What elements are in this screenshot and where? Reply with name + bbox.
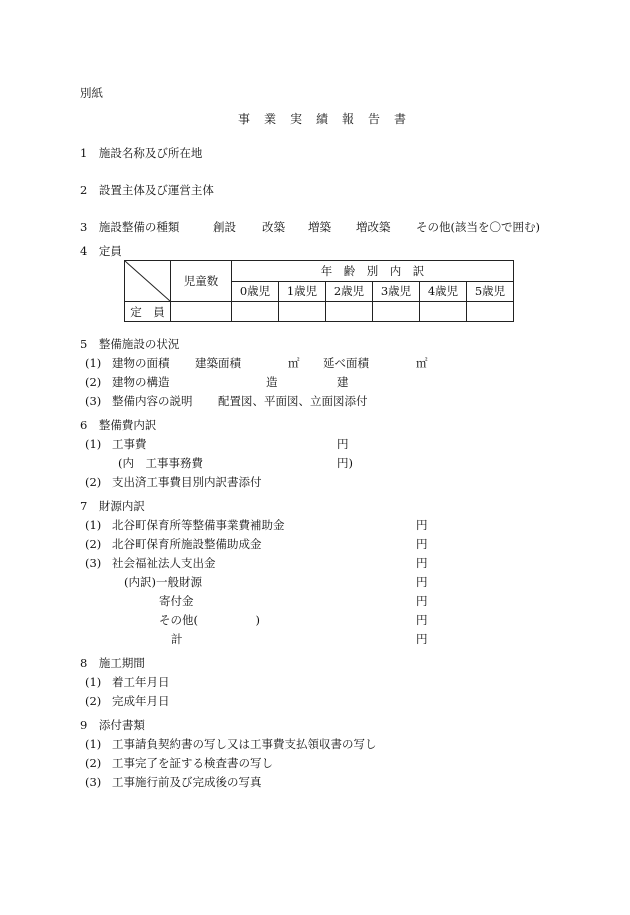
diagonal-header-cell — [125, 261, 171, 302]
unit-text: 円 — [416, 556, 428, 570]
item-number: (1) — [85, 356, 102, 370]
item-number: (1) — [85, 737, 102, 751]
item-number: (2) — [85, 375, 102, 389]
unit-text: 円 — [416, 537, 428, 551]
section-6-label: 6 整備費内訳 — [80, 418, 157, 432]
children-count-header: 児童数 — [171, 261, 232, 302]
section-8-label: 8 施工期間 — [80, 656, 145, 670]
item-number: (3) — [85, 556, 102, 570]
type-option: その他(該当を〇で囲む) — [416, 220, 540, 234]
capacity-cell[interactable] — [279, 302, 326, 322]
unit-text: 円 — [416, 613, 428, 627]
section-9-label: 9 添付書類 — [80, 718, 145, 732]
section-1-label: 1 施設名称及び所在地 — [80, 146, 203, 160]
age-header: 4歳児 — [420, 281, 467, 302]
item-text: 計 — [171, 632, 183, 646]
item-text: 工事完了を証する検査書の写し — [112, 756, 273, 770]
capacity-cell[interactable] — [373, 302, 420, 322]
item-text: 造 — [266, 375, 278, 389]
item-number: (2) — [85, 756, 102, 770]
item-number: (3) — [85, 394, 102, 408]
capacity-cell[interactable] — [171, 302, 232, 322]
item-text: 北谷町保育所施設整備助成金 — [112, 537, 262, 551]
unit-text: 円 — [416, 575, 428, 589]
age-header: 0歳児 — [232, 281, 279, 302]
item-text: 北谷町保育所等整備事業費補助金 — [112, 518, 285, 532]
item-text: 配置図、平面図、立面図添付 — [218, 394, 368, 408]
attachment-label: 別紙 — [80, 86, 103, 100]
diagonal-line — [125, 261, 170, 301]
item-text: 建築面積 — [195, 356, 241, 370]
age-header: 3歳児 — [373, 281, 420, 302]
capacity-cell[interactable] — [467, 302, 514, 322]
item-number: (2) — [85, 537, 102, 551]
row-label: 定 員 — [125, 302, 171, 322]
item-text: 整備内容の説明 — [112, 394, 193, 408]
type-option: 増改築 — [356, 220, 391, 234]
capacity-cell[interactable] — [232, 302, 279, 322]
item-number: (3) — [85, 775, 102, 789]
item-text: 社会福祉法人支出金 — [112, 556, 216, 570]
age-header: 2歳児 — [326, 281, 373, 302]
capacity-table — [124, 260, 514, 322]
section-4-label: 4 定員 — [80, 244, 122, 258]
item-text: 工事請負契約書の写し又は工事費支払領収書の写し — [112, 737, 377, 751]
unit-text: ㎡ — [416, 356, 428, 370]
unit-text: 円 — [416, 594, 428, 608]
item-text: その他( ) — [159, 613, 260, 627]
unit-text: 円) — [337, 456, 353, 470]
age-header: 5歳児 — [467, 281, 514, 302]
age-header: 1歳児 — [279, 281, 326, 302]
item-text: 延べ面積 — [323, 356, 369, 370]
section-3-label: 3 施設整備の種類 — [80, 220, 180, 234]
unit-text: 円 — [337, 437, 349, 451]
page-title: 事業実績報告書 — [238, 112, 421, 126]
type-option: 創設 — [213, 220, 236, 234]
section-7-label: 7 財源内訳 — [80, 499, 145, 513]
item-text: 建物の面積 — [112, 356, 170, 370]
item-text: (内訳)一般財源 — [124, 575, 202, 589]
capacity-cell[interactable] — [420, 302, 467, 322]
type-option: 改築 — [262, 220, 285, 234]
age-breakdown-header: 年 齢 別 内 訳 — [232, 261, 514, 282]
item-text: (内 工事事務費 — [118, 456, 203, 470]
item-number: (2) — [85, 694, 102, 708]
item-text: 工事費 — [112, 437, 147, 451]
item-text: 工事施行前及び完成後の写真 — [112, 775, 262, 789]
item-text: 支出済工事費目別内訳書添付 — [112, 475, 262, 489]
item-text: 完成年月日 — [112, 694, 170, 708]
item-text: 寄付金 — [159, 594, 194, 608]
section-2-label: 2 設置主体及び運営主体 — [80, 183, 214, 197]
item-number: (1) — [85, 437, 102, 451]
capacity-cell[interactable] — [326, 302, 373, 322]
type-option: 増築 — [308, 220, 331, 234]
item-number: (2) — [85, 475, 102, 489]
item-text: 着工年月日 — [112, 675, 170, 689]
item-text: 建 — [337, 375, 349, 389]
unit-text: 円 — [416, 632, 428, 646]
unit-text: 円 — [416, 518, 428, 532]
item-number: (1) — [85, 518, 102, 532]
item-text: 建物の構造 — [112, 375, 170, 389]
item-number: (1) — [85, 675, 102, 689]
section-5-label: 5 整備施設の状況 — [80, 337, 180, 351]
unit-text: ㎡ — [288, 356, 300, 370]
